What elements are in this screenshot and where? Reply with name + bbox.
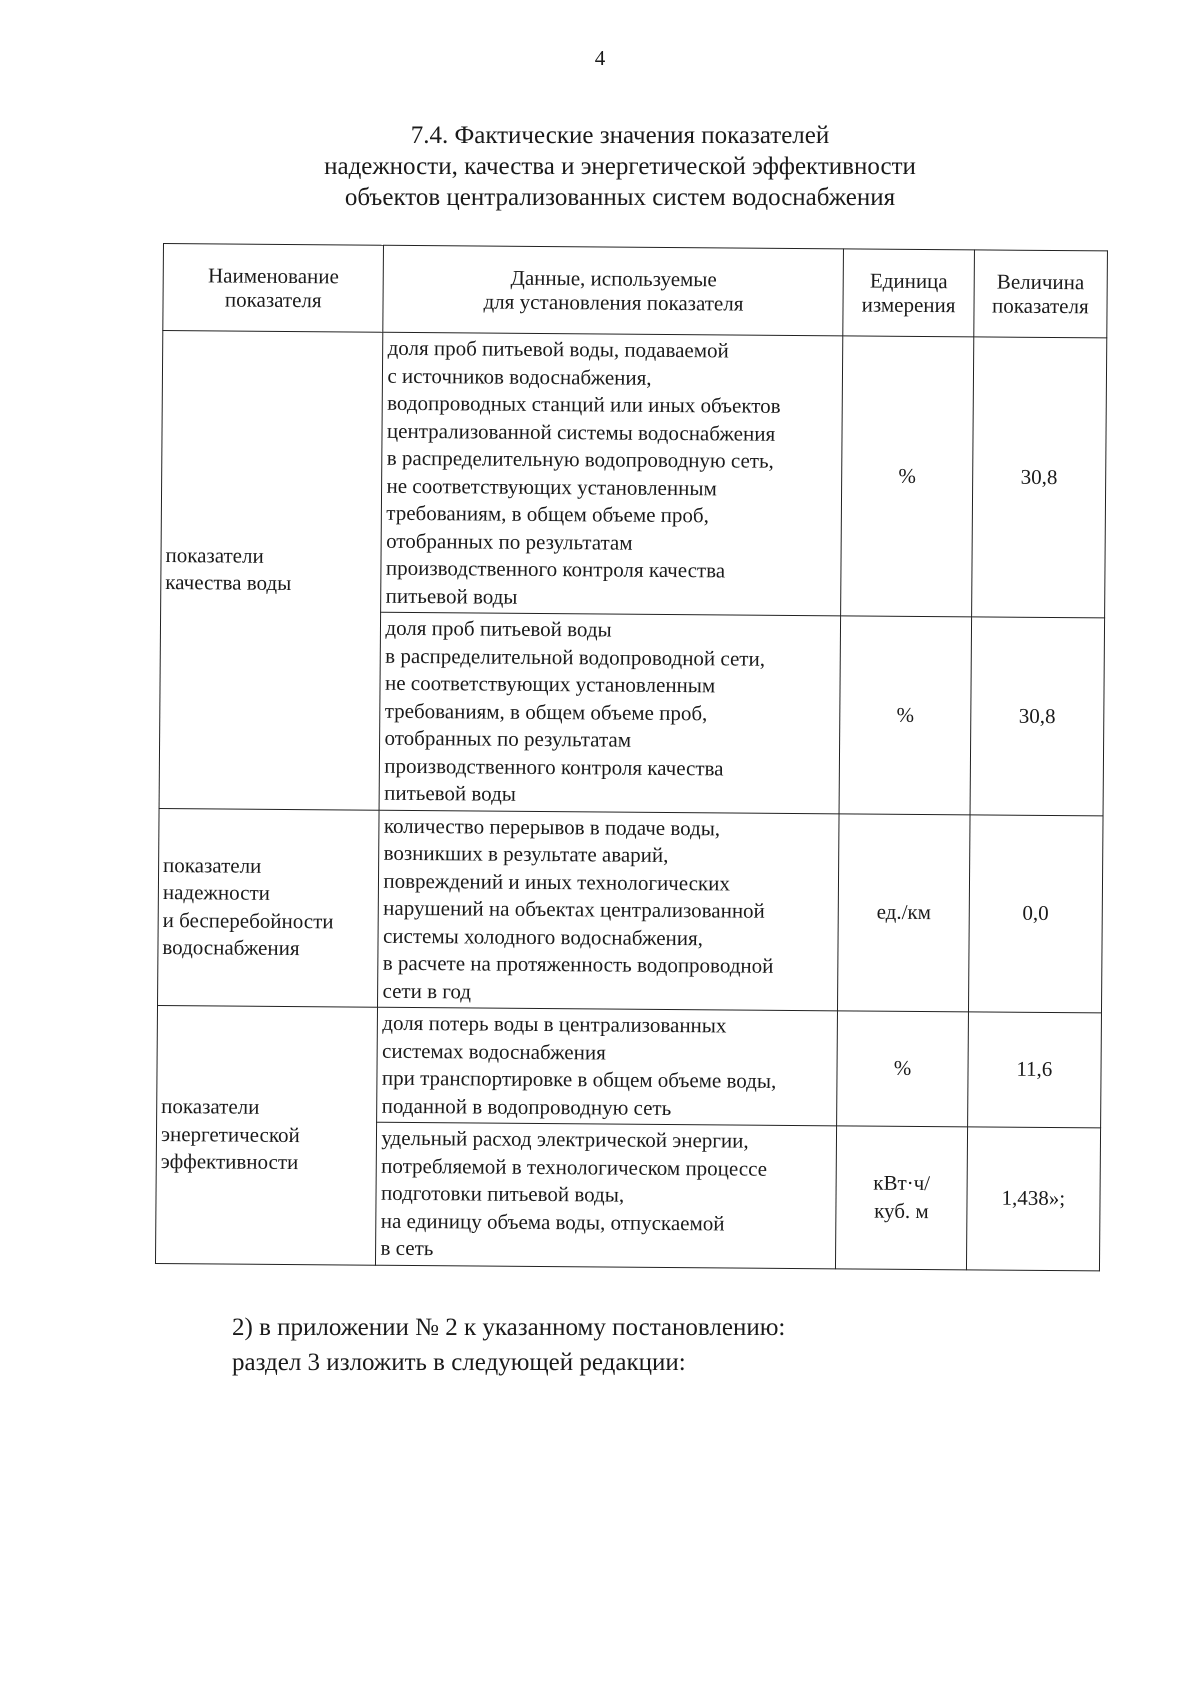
indicator-unit-line: куб. м (874, 1198, 929, 1223)
indicator-name-line: водоснабжения (162, 935, 300, 961)
indicator-data-cell (381, 332, 843, 616)
header-value (973, 250, 1107, 338)
indicator-data-line: при транспортировке в общем объеме воды, (381, 1065, 777, 1093)
indicator-unit-line: % (893, 1056, 912, 1081)
indicator-data-cell (377, 1007, 838, 1126)
header-line: Наименование (207, 263, 339, 289)
indicator-data-line: доля проб питьевой воды, подаваемой (387, 335, 729, 363)
indicator-data-line: не соответствующих установленным (384, 670, 716, 698)
indicator-unit-cell (839, 616, 971, 815)
tail-line: раздел 3 изложить в следующей редакции: (232, 1349, 686, 1376)
table-row (161, 331, 1107, 618)
indicator-name-line: эффективности (160, 1149, 299, 1175)
indicator-name-line: показатели (165, 542, 264, 568)
indicator-data-line: централизованной системы водоснабжения (386, 418, 776, 446)
header-line: для установления показателя (483, 289, 744, 316)
indicator-name-line: и бесперебойности (162, 907, 334, 934)
title-line: 7.4. Фактические значения показателей (410, 122, 830, 149)
indicator-data-line: в распределительной водопроводной сети, (385, 643, 766, 671)
indicator-data-line: отобранных по результатам (386, 528, 633, 555)
header-line: показателя (991, 293, 1089, 319)
indicator-data-line: производственного контроля качества (385, 555, 726, 583)
indicator-data-line: возникших в результате аварий, (383, 840, 669, 867)
indicator-unit-cell (841, 336, 973, 617)
indicator-value-cell: 0,0 (968, 814, 1103, 1013)
indicator-unit-line: % (898, 463, 917, 488)
section-title (240, 120, 1000, 213)
indicator-unit-line: кВт·ч/ (873, 1170, 931, 1196)
indicator-name-line: качества воды (165, 570, 292, 596)
indicator-data-line: отобранных по результатам (384, 725, 632, 752)
indicator-data-line: системы холодного водоснабжения, (382, 923, 704, 950)
header-name (163, 244, 384, 333)
indicator-data-line: в распределительную водопроводную сеть, (386, 445, 774, 473)
indicator-data-line: питьевой воды (385, 583, 518, 609)
indicator-data-line: сети в год (382, 978, 472, 1003)
header-line: Данные, используемые (510, 265, 717, 292)
indicators-table (155, 243, 1108, 1271)
header-line: Единица (869, 268, 948, 294)
indicator-unit-cell (837, 1011, 968, 1127)
header-line: измерения (861, 292, 956, 318)
indicator-value-cell: 11,6 (967, 1012, 1101, 1128)
indicator-unit-cell (838, 813, 970, 1012)
indicator-data-line: требованиям, в общем объеме проб, (384, 698, 708, 725)
indicator-unit-line: ед./км (876, 899, 932, 925)
indicator-value-cell: 30,8 (971, 337, 1107, 618)
page-number: 4 (594, 46, 606, 70)
indicator-data-line: питьевой воды (384, 780, 517, 806)
indicator-data-line: поданной в водопроводную сеть (381, 1093, 672, 1120)
indicator-unit-cell (836, 1126, 967, 1270)
tail-line: 2) в приложении № 2 к указанному постановлению: (232, 1314, 786, 1341)
table-row (158, 808, 1104, 1013)
indicator-data-cell (380, 612, 842, 813)
indicator-data-line: удельный расход электрической энергии, (381, 1125, 749, 1153)
indicator-name-cell (158, 808, 380, 1007)
indicator-data-line: на единицу объема воды, отпускаемой (380, 1208, 725, 1235)
indicator-name-line: энергетической (160, 1121, 300, 1147)
indicator-data-line: требованиям, в общем объеме проб, (386, 500, 710, 528)
indicator-data-line: количество перерывов в подаче воды, (383, 813, 721, 840)
header-line: Величина (996, 269, 1085, 295)
indicator-data-line: с источников водоснабжения, (387, 363, 652, 390)
indicator-value-cell: 30,8 (970, 617, 1105, 816)
indicator-data-line: в сеть (380, 1235, 434, 1261)
table-header-row (163, 244, 1108, 338)
table-row (157, 1005, 1102, 1127)
indicator-data-line: доля потерь воды в централизованных (382, 1010, 727, 1038)
indicator-data-line: системах водоснабжения (382, 1038, 606, 1065)
indicator-data-line: повреждений и иных технологических (383, 868, 731, 895)
indicator-data-line: подготовки питьевой воды, (380, 1180, 625, 1207)
indicator-value-cell: 1,438»; (966, 1127, 1100, 1271)
indicator-unit-line: % (896, 702, 915, 727)
indicator-name-line: надежности (162, 880, 271, 906)
title-line: надежности, качества и энергетической эффективности (324, 153, 916, 180)
indicator-data-line: производственного контроля качества (384, 753, 724, 780)
indicator-data-line: не соответствующих установленным (386, 473, 717, 500)
indicator-name-line: показатели (161, 1094, 260, 1119)
header-line: показателя (224, 287, 322, 313)
follow-up-text (232, 1310, 1032, 1380)
indicator-data-line: доля проб питьевой воды (385, 615, 612, 642)
indicator-name-cell (155, 1005, 377, 1264)
indicator-data-cell (378, 810, 840, 1011)
indicator-name-line: показатели (163, 852, 262, 878)
indicator-data-line: потребляемой в технологическом процессе (381, 1153, 768, 1181)
indicator-data-line: нарушений на объектах централизованной (383, 895, 765, 923)
title-line: объектов централизованных систем водоснабжения (344, 184, 896, 211)
indicator-name-cell (159, 331, 383, 810)
indicator-data-line: водопроводных станций или иных объектов (387, 390, 781, 418)
indicator-data-cell (376, 1122, 837, 1268)
indicator-data-line: в расчете на протяженность водопроводной (382, 950, 774, 978)
header-unit (843, 249, 974, 337)
header-data (383, 245, 844, 336)
